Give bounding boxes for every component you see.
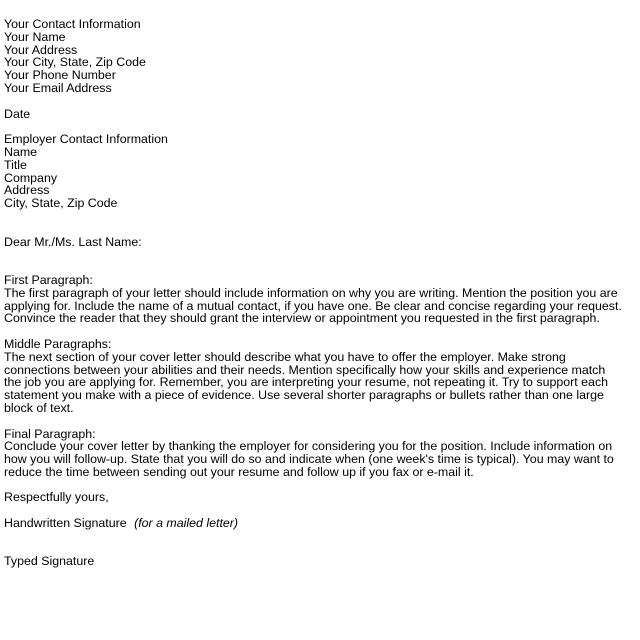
typed-signature: Typed Signature — [4, 554, 95, 569]
sender-contact-block — [4, 18, 638, 95]
employer-contact-block — [4, 133, 638, 210]
spacer — [4, 325, 638, 338]
cover-letter-template — [4, 18, 638, 568]
employer-company: Company — [4, 170, 58, 185]
sender-name: Your Name — [4, 29, 66, 44]
spacer — [4, 415, 638, 428]
middle-paragraphs-heading: Middle Paragraphs: — [4, 336, 112, 351]
handwritten-signature-label: Handwritten Signature — [4, 516, 127, 531]
sender-city: Your City, State, Zip Code — [4, 55, 146, 70]
first-paragraph-line: Convince the reader that they should grant the interview or appointment you requested in the first paragraph. — [4, 311, 600, 326]
final-paragraph-line: Conclude your cover letter by thanking the employer for considering you for the position. Include information on — [4, 439, 613, 454]
salutation: Dear Mr./Ms. Last Name: — [4, 234, 142, 249]
sender-email: Your Email Address — [4, 80, 112, 95]
final-paragraph-line: reduce the time between sending out your resume and follow up if you fax or e-mail it. — [4, 464, 474, 479]
final-paragraph-section — [4, 428, 638, 479]
first-paragraph-section — [4, 274, 638, 325]
spacer — [4, 95, 638, 108]
first-paragraph-heading: First Paragraph: — [4, 272, 93, 287]
handwritten-signature-line — [4, 517, 638, 530]
sender-phone: Your Phone Number — [4, 68, 116, 83]
spacer — [4, 210, 638, 236]
middle-paragraph-line: statement you make with a piece of evidence. Use several shorter paragraphs or bullets rather than one large — [4, 388, 604, 403]
middle-paragraph-line: connections between your abilities and their needs. Mention specifically how your skills and experience match — [4, 362, 606, 377]
employer-city: City, State, Zip Code — [4, 196, 118, 211]
handwritten-signature-note: (for a mailed letter) — [134, 516, 239, 531]
sender-heading: Your Contact Information — [4, 17, 141, 31]
spacer — [4, 530, 638, 556]
closing: Respectfully yours, — [4, 490, 109, 505]
middle-paragraph-line: block of text. — [4, 400, 74, 415]
date-line: Date — [4, 106, 31, 121]
sender-address: Your Address — [4, 42, 78, 57]
middle-paragraphs-section — [4, 338, 638, 415]
middle-paragraph-line: The next section of your cover letter should describe what you have to offer the employer. Make strong — [4, 349, 566, 364]
final-paragraph-heading: Final Paragraph: — [4, 426, 96, 441]
employer-heading: Employer Contact Information — [4, 132, 168, 147]
middle-paragraph-line: the job you are applying for. Remember, you are interpreting your resume, not repeating it. Try to support each — [4, 375, 609, 390]
first-paragraph-line: The first paragraph of your letter should include information on why you are writing. Mention the position you are — [4, 285, 618, 300]
first-paragraph-line: applying for. Include the name of a mutual contact, if you have one. Be clear and concise regarding your request. — [4, 298, 622, 313]
employer-name: Name — [4, 144, 38, 159]
spacer — [4, 248, 638, 274]
employer-address: Address — [4, 183, 50, 198]
final-paragraph-line: how you will follow-up. State that you will do so and indicate when (one week's time is typical). You may want to — [4, 452, 614, 467]
employer-title: Title — [4, 157, 27, 172]
